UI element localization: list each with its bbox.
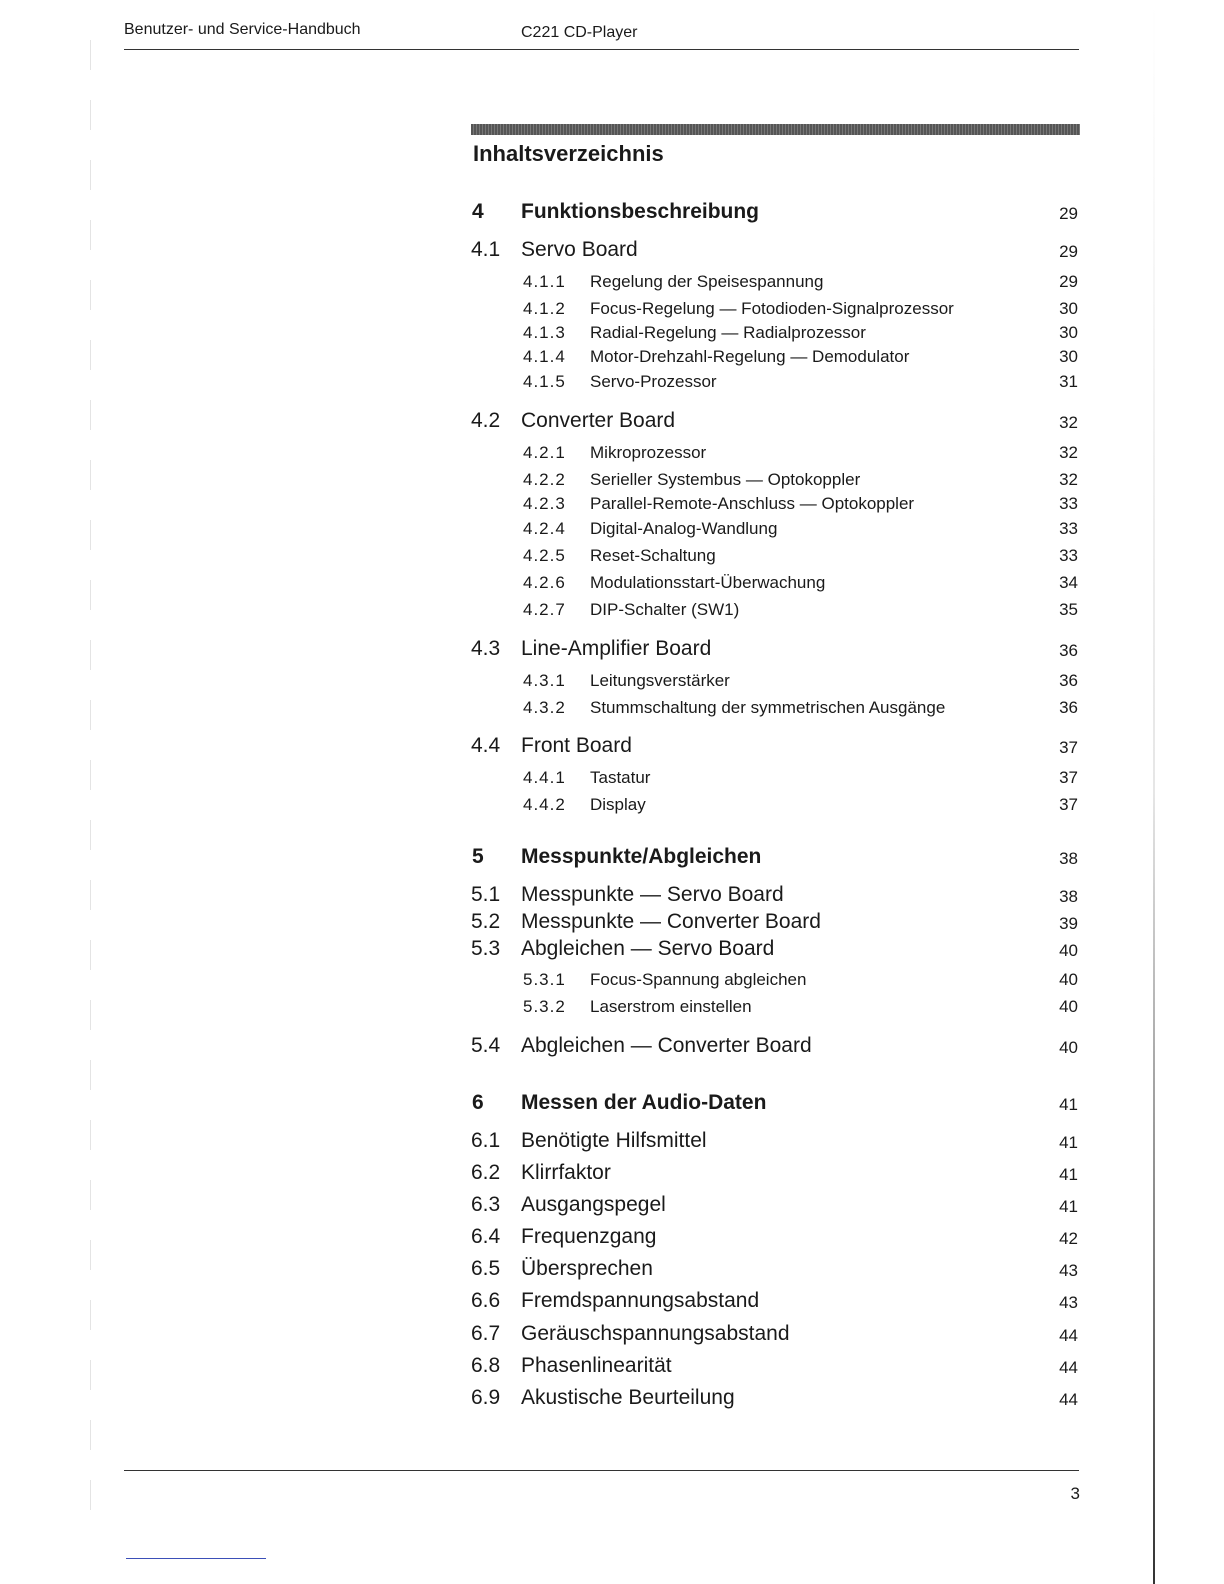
toc-entry-label: Fremdspannungsabstand — [521, 1289, 760, 1312]
toc-entry-page: 30 — [1059, 323, 1078, 342]
toc-entry-number: 4.4.2 — [523, 795, 566, 814]
toc-entry-page: 34 — [1059, 573, 1078, 592]
footer-rule — [124, 1470, 1079, 1471]
toc-entry-page: 29 — [1059, 242, 1078, 261]
toc-entry-page: 38 — [1059, 887, 1078, 906]
toc-entry-label: Parallel-Remote-Anschluss — Optokoppler — [590, 494, 915, 513]
toc-entry-label: Leitungsverstärker — [590, 671, 730, 690]
toc-entry-page: 32 — [1059, 413, 1078, 432]
toc-entry-label: Phasenlinearität — [521, 1354, 672, 1377]
toc-entry-page: 36 — [1059, 698, 1078, 717]
toc-entry-page: 44 — [1059, 1390, 1078, 1409]
toc-entry-number: 4.1.2 — [523, 299, 566, 318]
toc-entry-page: 41 — [1059, 1165, 1078, 1184]
toc-entry-page: 40 — [1059, 941, 1078, 960]
toc-entry-number: 6.2 — [471, 1161, 501, 1184]
toc-entry-number: 4 — [472, 200, 484, 223]
toc-entry-page: 40 — [1059, 970, 1078, 989]
toc-entry-page: 30 — [1059, 299, 1078, 318]
toc-entry-number: 6.9 — [471, 1386, 501, 1409]
toc-entry-page: 43 — [1059, 1261, 1078, 1280]
toc-entry-label: Klirrfaktor — [521, 1161, 611, 1184]
toc-entry-number: 6.3 — [471, 1193, 501, 1216]
toc-entry-page: 37 — [1059, 795, 1078, 814]
toc-entry-number: 4.1.5 — [523, 372, 566, 391]
toc-entry-number: 4.2.7 — [523, 600, 566, 619]
toc-entry-label: Digital-Analog-Wandlung — [590, 519, 778, 538]
toc-entry-page: 31 — [1059, 372, 1078, 391]
running-header-left: Benutzer- und Service-Handbuch — [124, 21, 361, 38]
toc-entry-page: 33 — [1059, 494, 1078, 513]
toc-entry-number: 5.3.1 — [523, 970, 566, 989]
toc-entry-page: 39 — [1059, 914, 1078, 933]
running-header-title: C221 CD-Player — [521, 24, 638, 41]
toc-entry-label: Radial-Regelung — Radialprozessor — [590, 323, 866, 342]
toc-entry-page: 30 — [1059, 347, 1078, 366]
toc-entry-page: 40 — [1059, 997, 1078, 1016]
toc-entry-number: 6.5 — [471, 1257, 501, 1280]
toc-entry-page: 32 — [1059, 470, 1078, 489]
toc-entry-page: 42 — [1059, 1229, 1078, 1248]
toc-entry-page: 41 — [1059, 1133, 1078, 1152]
toc-entry-number: 6.7 — [471, 1322, 501, 1345]
toc-entry-number: 4.1.4 — [523, 347, 566, 366]
toc-entry-number: 6.1 — [471, 1129, 501, 1152]
toc-entry-page: 40 — [1059, 1038, 1078, 1057]
toc-entry-number: 4.2.6 — [523, 573, 566, 592]
page-number: 3 — [1070, 1484, 1080, 1503]
toc-entry-label: Messpunkte — Servo Board — [521, 883, 784, 906]
toc-entry-page: 32 — [1059, 443, 1078, 462]
toc-entry-label: Mikroprozessor — [590, 443, 707, 462]
toc-entry-label: Abgleichen — Converter Board — [521, 1034, 812, 1057]
toc-entry-page: 29 — [1059, 204, 1078, 223]
toc-entry-label: Serieller Systembus — Optokoppler — [590, 470, 861, 489]
toc-entry-number: 5.2 — [471, 910, 501, 933]
toc-entry-page: 33 — [1059, 519, 1078, 538]
toc-entry-number: 4.3 — [471, 637, 501, 660]
toc-entry-label: Converter Board — [521, 409, 676, 432]
toc-entry-page: 36 — [1059, 671, 1078, 690]
toc-entry-page: 29 — [1059, 272, 1078, 291]
toc-entry-label: Motor-Drehzahl-Regelung — Demodulator — [590, 347, 910, 366]
toc-entry-label: Benötigte Hilfsmittel — [521, 1129, 707, 1152]
toc-entry-label: Stummschaltung der symmetrischen Ausgänge — [590, 698, 946, 717]
scan-mark — [126, 1558, 266, 1559]
toc-entry-page: 43 — [1059, 1293, 1078, 1312]
toc-entry-number: 4.2.5 — [523, 546, 566, 565]
toc-entry-label: Modulationsstart-Überwachung — [590, 573, 826, 592]
toc-entry-number: 5 — [472, 845, 484, 868]
toc-heading: Inhaltsverzeichnis — [473, 141, 664, 166]
toc-entry-number: 4.3.2 — [523, 698, 566, 717]
toc-entry-page: 41 — [1059, 1095, 1078, 1114]
toc-entry-label: Laserstrom einstellen — [590, 997, 752, 1016]
toc-entry-number: 6.8 — [471, 1354, 501, 1377]
toc-entry-label: Funktionsbeschreibung — [521, 200, 760, 223]
toc-entry-label: Messpunkte/Abgleichen — [521, 845, 762, 868]
toc-entry-number: 4.2.3 — [523, 494, 566, 513]
toc-entry-number: 4.2.1 — [523, 443, 566, 462]
toc-entry-page: 37 — [1059, 738, 1078, 757]
toc-entry-number: 4.1 — [471, 238, 501, 261]
toc-entry-label: Abgleichen — Servo Board — [521, 937, 775, 960]
toc-entry-label: Regelung der Speisespannung — [590, 272, 824, 291]
toc-entry-number: 4.1.1 — [523, 272, 566, 291]
toc-entry-label: Messpunkte — Converter Board — [521, 910, 821, 933]
toc-entry-number: 6 — [472, 1091, 484, 1114]
toc-entry-label: Front Board — [521, 734, 632, 757]
toc-entry-number: 4.2.4 — [523, 519, 566, 538]
toc-entry-label: Focus-Spannung abgleichen — [590, 970, 807, 989]
toc-entry-label: Akustische Beurteilung — [521, 1386, 735, 1409]
toc-entry-label: Ausgangspegel — [521, 1193, 666, 1216]
toc-entry-page: 35 — [1059, 600, 1078, 619]
toc-entry-label: Line-Amplifier Board — [521, 637, 712, 660]
toc-entry-label: Geräuschspannungsabstand — [521, 1322, 790, 1345]
toc-entry-label: Reset-Schaltung — [590, 546, 716, 565]
toc-entry-number: 4.4 — [471, 734, 501, 757]
toc-entry-label: Tastatur — [590, 768, 651, 787]
toc-entry-page: 38 — [1059, 849, 1078, 868]
toc-entry-label: Messen der Audio-Daten — [521, 1091, 767, 1114]
toc-entry-number: 4.4.1 — [523, 768, 566, 787]
toc-entry-label: Übersprechen — [521, 1257, 653, 1280]
toc-entry-number: 6.6 — [471, 1289, 501, 1312]
toc-entry-number: 4.2 — [471, 409, 501, 432]
toc-entry-number: 5.1 — [471, 883, 501, 906]
toc-entry-page: 36 — [1059, 641, 1078, 660]
toc-entry-number: 4.1.3 — [523, 323, 566, 342]
toc-entry-label: Display — [590, 795, 646, 814]
toc-entry-number: 5.4 — [471, 1034, 501, 1057]
toc-entry-number: 6.4 — [471, 1225, 501, 1248]
toc-entry-label: Focus-Regelung — Fotodioden-Signalprozessor — [590, 299, 954, 318]
toc-entry-page: 44 — [1059, 1326, 1078, 1345]
toc-entry-page: 33 — [1059, 546, 1078, 565]
toc-entry-page: 37 — [1059, 768, 1078, 787]
toc-entry-number: 4.3.1 — [523, 671, 566, 690]
toc-entry-number: 5.3 — [471, 937, 501, 960]
toc-entry-label: Frequenzgang — [521, 1225, 657, 1248]
toc-entry-label: DIP-Schalter (SW1) — [590, 600, 740, 619]
toc-entry-number: 4.2.2 — [523, 470, 566, 489]
toc-entry-number: 5.3.2 — [523, 997, 566, 1016]
toc-entry-page: 41 — [1059, 1197, 1078, 1216]
toc-entry-page: 44 — [1059, 1358, 1078, 1377]
toc-entry-label: Servo Board — [521, 238, 638, 261]
toc-entry-label: Servo-Prozessor — [590, 372, 717, 391]
